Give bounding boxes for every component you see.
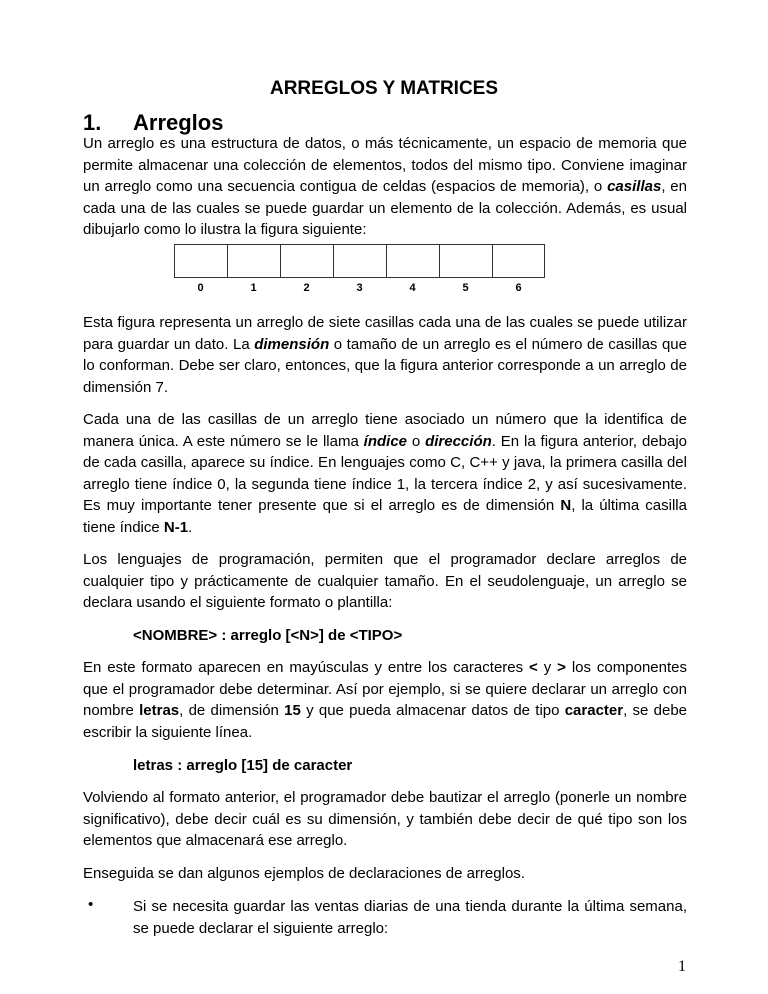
emphasized-term: > — [557, 659, 566, 676]
array-indices — [174, 282, 545, 294]
paragraph — [83, 863, 687, 885]
paragraph — [83, 549, 687, 614]
text-run: declara usando el siguiente formato o plantilla: — [83, 594, 393, 612]
text-run: los componentes — [565, 659, 687, 676]
array-cell — [227, 244, 280, 278]
text-run: . — [188, 518, 193, 536]
text-run: dimensión 7. — [83, 378, 169, 396]
paragraph — [83, 657, 687, 743]
text-line — [83, 657, 687, 679]
text-run: escribir la siguiente línea. — [83, 723, 253, 741]
text-run: , se debe — [623, 702, 687, 720]
text-line — [83, 571, 687, 593]
text-line — [83, 679, 687, 701]
emphasized-term: caracter — [564, 702, 624, 720]
emphasized-term: N — [560, 497, 572, 515]
array-cell — [386, 244, 439, 278]
paragraph — [83, 312, 687, 398]
text-run: que el programador debe determinar. Así por ejemplo, si se quiere declarar un arreglo con — [83, 680, 687, 698]
text-run: o — [407, 432, 426, 450]
array-cell — [333, 244, 386, 278]
emphasized-term: 15 — [284, 702, 301, 720]
page-number: 1 — [678, 958, 686, 975]
document-title: ARREGLOS Y MATRICES — [269, 78, 499, 99]
emphasized-term: letras — [139, 702, 180, 720]
text-run: o tamaño de un arreglo es el número de casillas que — [329, 335, 687, 353]
array-figure — [174, 244, 545, 278]
text-line — [83, 549, 687, 571]
emphasized-term: índice — [363, 432, 408, 450]
text-run: nombre — [83, 702, 140, 720]
text-run: se puede declarar el siguiente arreglo: — [133, 919, 389, 937]
text-line — [83, 722, 687, 744]
text-run: lo conforman. Debe ser claro, entonces, que la figura anterior corresponde a un arreglo de — [83, 357, 687, 375]
text-run: Esta figura representa un arreglo de siete casillas cada una de las cuales se puede utilizar — [83, 314, 687, 331]
text-line — [83, 219, 687, 241]
text-run: arreglo tiene índice 0, la segunda tiene índice 1, la tercera índice 2, y así sucesivamente. — [83, 475, 687, 493]
emphasized-term: casillas — [607, 178, 662, 196]
text-line — [83, 787, 687, 809]
text-run: En este formato aparecen en mayúsculas y entre los caracteres — [83, 659, 530, 676]
text-line — [83, 133, 687, 155]
text-line — [83, 155, 687, 177]
text-line — [83, 592, 687, 614]
array-index-label: 3 — [356, 282, 363, 294]
text-line — [83, 409, 687, 431]
text-run: cualquier tipo y prácticamente de cualquier tamaño. En el seudolenguaje, un arreglo se — [83, 572, 687, 590]
array-index-label: 4 — [409, 282, 416, 294]
text-run: Enseguida se dan algunos ejemplos de declaraciones de arreglos. — [83, 865, 525, 882]
text-run: significativo), debe decir cuál es su dimensión, y también debe decir de qué tipo son los — [83, 810, 687, 828]
code-example: letras : arreglo [15] de caracter — [133, 757, 353, 774]
text-run: , de dimensión — [179, 702, 285, 720]
text-run: cada una de las cuales se puede guardar un elemento de la colección. Además, es usual — [83, 199, 687, 217]
text-run: Si se necesita guardar las ventas diarias de una tienda durante la última semana, — [133, 898, 687, 915]
text-run: tiene índice — [83, 518, 164, 536]
emphasized-term: dimensión — [254, 335, 330, 353]
text-run: Cada una de las casillas de un arreglo tiene asociado un número que la identifica de — [83, 411, 687, 428]
bullet-item — [133, 896, 687, 939]
text-run: Volviendo al formato anterior, el programador debe bautizar el arreglo (ponerle un nombre — [83, 789, 687, 806]
array-cell — [174, 244, 227, 278]
text-line — [83, 377, 687, 399]
text-run: y que pueda almacenar datos de tipo — [300, 702, 565, 720]
text-line — [83, 474, 687, 496]
text-line — [83, 863, 687, 885]
text-line — [133, 896, 687, 918]
text-run: Un arreglo es una estructura de datos, o más técnicamente, un espacio de memoria que — [83, 135, 687, 152]
text-run: y — [537, 659, 558, 676]
text-line — [83, 700, 687, 722]
code-template: <NOMBRE> : arreglo [<N>] de <TIPO> — [133, 627, 403, 644]
text-run: Es muy importante tener presente que si el arreglo es de dimensión — [83, 497, 561, 515]
text-line — [83, 312, 687, 334]
array-index-label: 6 — [515, 282, 522, 294]
paragraph — [83, 133, 687, 241]
text-line — [83, 334, 687, 356]
text-run: , en — [661, 178, 687, 196]
text-line — [83, 431, 687, 453]
bullet-marker: • — [88, 896, 94, 913]
array-index-label: 0 — [197, 282, 204, 294]
text-line — [133, 918, 687, 940]
emphasized-term: N-1 — [163, 518, 189, 536]
paragraph — [83, 787, 687, 852]
text-run: elementos que almacenará ese arreglo. — [83, 832, 348, 850]
text-line — [83, 809, 687, 831]
text-line — [83, 355, 687, 377]
section-title: Arreglos — [133, 110, 224, 135]
text-run: permite almacenar una colección de elementos, todos del mismo tipo. Conviene imaginar — [83, 156, 687, 174]
array-index-label: 5 — [462, 282, 469, 294]
text-line — [83, 452, 687, 474]
section-number: 1. — [83, 110, 102, 135]
emphasized-term: dirección — [425, 432, 492, 450]
array-index-label: 1 — [250, 282, 257, 294]
text-run: para guardar un dato. La — [83, 335, 255, 353]
paragraph — [83, 409, 687, 539]
text-run: dibujarlo como lo ilustra la figura siguiente: — [83, 221, 367, 239]
text-line — [83, 517, 687, 539]
text-run: manera única. A este número se le llama — [83, 432, 364, 450]
array-cell — [439, 244, 492, 278]
array-cell — [280, 244, 333, 278]
text-run: un arreglo como una secuencia contigua de celdas (espacios de memoria), o — [83, 178, 608, 196]
text-run: de cada casilla, aparece su índice. En lenguajes como C, C++ y java, la primera casilla del — [83, 454, 687, 472]
array-cell — [492, 244, 545, 278]
emphasized-term: < — [529, 659, 538, 676]
text-run: , la última casilla — [571, 497, 687, 515]
array-index-label: 2 — [303, 282, 310, 294]
text-run: Los lenguajes de programación, permiten que el programador declare arreglos de — [83, 551, 687, 568]
text-line — [83, 176, 687, 198]
text-run: . En la figura anterior, debajo — [491, 432, 687, 450]
text-line — [83, 198, 687, 220]
text-line — [83, 830, 687, 852]
text-line — [83, 495, 687, 517]
